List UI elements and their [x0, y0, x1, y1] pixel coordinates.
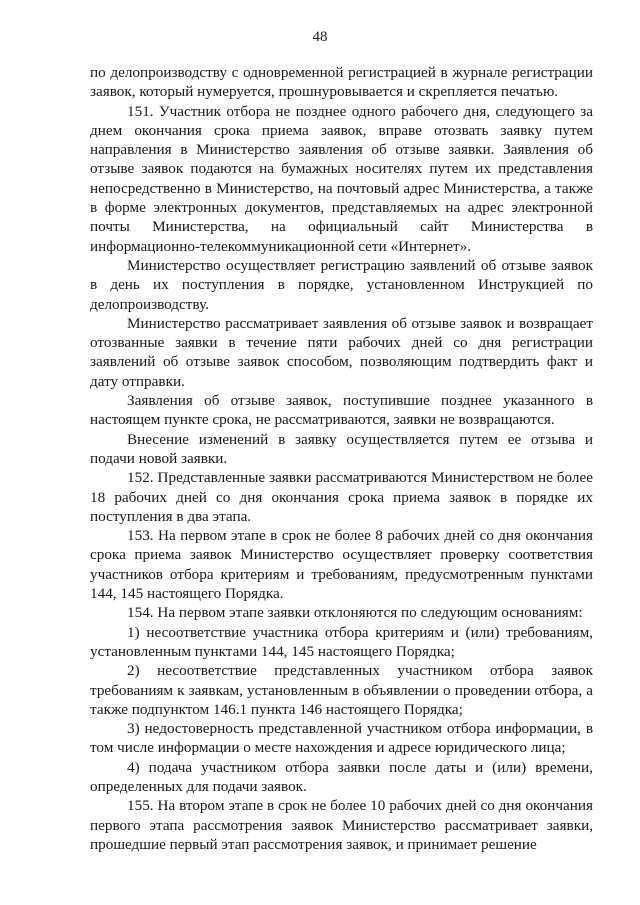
list-item: 2) несоответствие представленных участником отбора заявок требованиям к заявкам, установленным в объявлении о проведении отбора, а также подпунктом 146.1 пункта 146 настоящего Порядка; [90, 662, 593, 718]
document-body [90, 63, 593, 854]
paragraph: Заявления об отзыве заявок, поступившие позднее указанного в настоящем пункте срока, не рассматриваются, заявки не возвращаются. [90, 392, 593, 429]
list-item: 3) недостоверность представленной участником отбора информации, в том числе информации о месте нахождения и адресе юридического лица; [90, 720, 593, 757]
paragraph: 154. На первом этапе заявки отклоняются по следующим основаниям: [127, 604, 583, 622]
paragraph: Министерство осуществляет регистрацию заявлений об отзыве заявок в день их поступления в порядке, установленном Инструкцией по делопроизводству. [90, 256, 593, 313]
paragraph: 152. Представленные заявки рассматриваются Министерством не более 18 рабочих дней со дня окончания срока приема заявок в порядке их поступления в два этапа. [90, 469, 593, 525]
paragraph: по делопроизводству с одновременной регистрацией в журнале регистрации заявок, который нумеруется, прошнуровывается и скрепляется печатью. [90, 64, 593, 101]
paragraph: Министерство рассматривает заявления об отзыве заявок и возвращает отозванные заявки в течение пяти рабочих дней со дня регистрации заявлений об отзыве заявок способом, позволяющим подтвердить факт и дату отправки. [90, 314, 593, 390]
page-number: 48 [312, 29, 328, 45]
list-item: 1) несоответствие участника отбора критериям и (или) требованиям, установленным пунктами 144, 145 настоящего Порядка; [90, 623, 593, 660]
paragraph: Внесение изменений в заявку осуществляется путем ее отзыва и подачи новой заявки. [90, 430, 593, 467]
paragraph: 151. Участник отбора не позднее одного рабочего дня, следующего за днем окончания срока приема заявок, вправе отозвать заявку путем направления в Министерство заявления об отзыве заявки. Заявления об отзыве заявок подаются на бумажных носителях путем их представления непосредственно в Министерство, на почтовый адрес Министерства, а также в форме электронных документов, представляемых на адрес электронной почты Министерства, на официальный сайт Министерства в информационно-телекоммуникационной сети «Интернет». [90, 102, 593, 255]
paragraph: 155. На втором этапе в срок не более 10 рабочих дней со дня окончания первого этапа рассмотрения заявок Министерство рассматривает заявки, прошедшие первый этап рассмотрения заявок, и принимает решение [90, 797, 593, 853]
paragraph: 153. На первом этапе в срок не более 8 рабочих дней со дня окончания срока приема заявок Министерство осуществляет проверку соответствия участников отбора критериям и требованиям, предусмотренным пунктами 144, 145 настоящего Порядка. [90, 527, 593, 603]
list-item: 4) подача участником отбора заявки после даты и (или) времени, определенных для подачи заявок. [90, 758, 593, 795]
